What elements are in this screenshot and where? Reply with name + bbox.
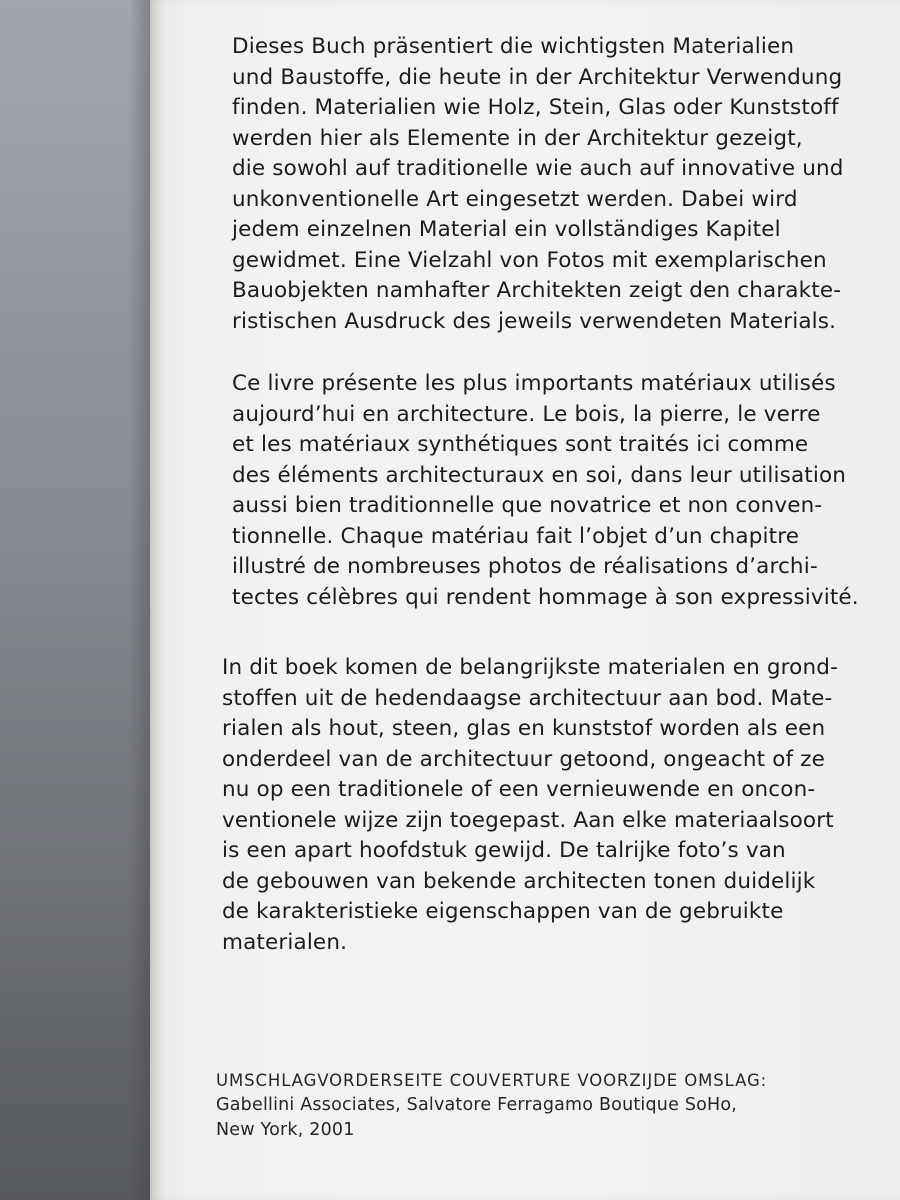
- text-line: tectes célèbres qui rendent hommage à son expressivité.: [232, 584, 859, 610]
- text-line: des éléments architecturaux en soi, dans leur utilisation: [232, 462, 847, 488]
- text-line: is een apart hoofdstuk gewijd. De talrijke foto’s van: [222, 838, 786, 863]
- text-line: werden hier als Elemente in der Architektur gezeigt,: [232, 125, 803, 151]
- text-line: ristischen Ausdruck des jeweils verwendeten Materials.: [232, 308, 837, 334]
- text-line: Ce livre présente les plus importants matériaux utilisés: [232, 371, 836, 396]
- text-line: materialen.: [222, 929, 348, 955]
- paragraph-french: [232, 369, 882, 613]
- text-line: gewidmet. Eine Vielzahl von Fotos mit exemplarischen: [232, 247, 827, 273]
- cover-caption: [216, 1068, 856, 1143]
- text-line: unkonventionelle Art eingesetzt werden. Dabei wird: [232, 186, 798, 212]
- text-line: illustré de nombreuses photos de réalisations d’archi-: [232, 554, 818, 579]
- text-line: de gebouwen van bekende architecten tonen duidelijk: [222, 868, 816, 894]
- page-edge-shadow: [128, 0, 150, 1200]
- text-line: rialen als hout, steen, glas en kunststof worden als een: [222, 716, 826, 741]
- text-line: aussi bien traditionnelle que novatrice et non conven-: [232, 493, 823, 518]
- caption-line: Gabellini Associates, Salvatore Ferragamo Boutique SoHo,: [216, 1095, 738, 1115]
- paragraph-german: [232, 32, 882, 337]
- text-line: ventionele wijze zijn toegepast. Aan elke materiaalsoort: [222, 807, 834, 833]
- text-line: und Baustoffe, die heute in der Architektur Verwendung: [232, 64, 843, 90]
- text-line: die sowohl auf traditionelle wie auch auf innovative und: [232, 156, 844, 181]
- text-line: de karakteristieke eigenschappen van de gebruikte: [222, 899, 784, 924]
- text-line: et les matériaux synthétiques sont traités ici comme: [232, 432, 809, 457]
- text-line: nu op een traditionele of een vernieuwende en oncon-: [222, 777, 816, 802]
- text-line: In dit boek komen de belangrijkste materialen en grond-: [222, 655, 838, 680]
- text-line: finden. Materialien wie Holz, Stein, Glas oder Kunststoff: [232, 95, 839, 120]
- text-line: Dieses Buch präsentiert die wichtigsten Materialien: [232, 34, 795, 59]
- text-line: tionnelle. Chaque matériau fait l’objet d’un chapitre: [232, 523, 800, 549]
- text-line: aujourd’hui en architecture. Le bois, la pierre, le verre: [232, 401, 821, 427]
- caption-heading: UMSCHLAGVORDERSEITE COUVERTURE VOORZIJDE OMSLAG:: [216, 1071, 768, 1090]
- caption-line: New York, 2001: [216, 1120, 355, 1140]
- text-line: Bauobjekten namhafter Architekten zeigt den charakte-: [232, 278, 842, 303]
- text-line: onderdeel van de architectuur getoond, ongeacht of ze: [222, 746, 826, 772]
- paragraph-dutch: [222, 653, 872, 958]
- text-line: jedem einzelnen Material ein vollständiges Kapitel: [232, 217, 781, 242]
- text-line: stoffen uit de hedendaagse architectuur aan bod. Mate-: [222, 685, 833, 711]
